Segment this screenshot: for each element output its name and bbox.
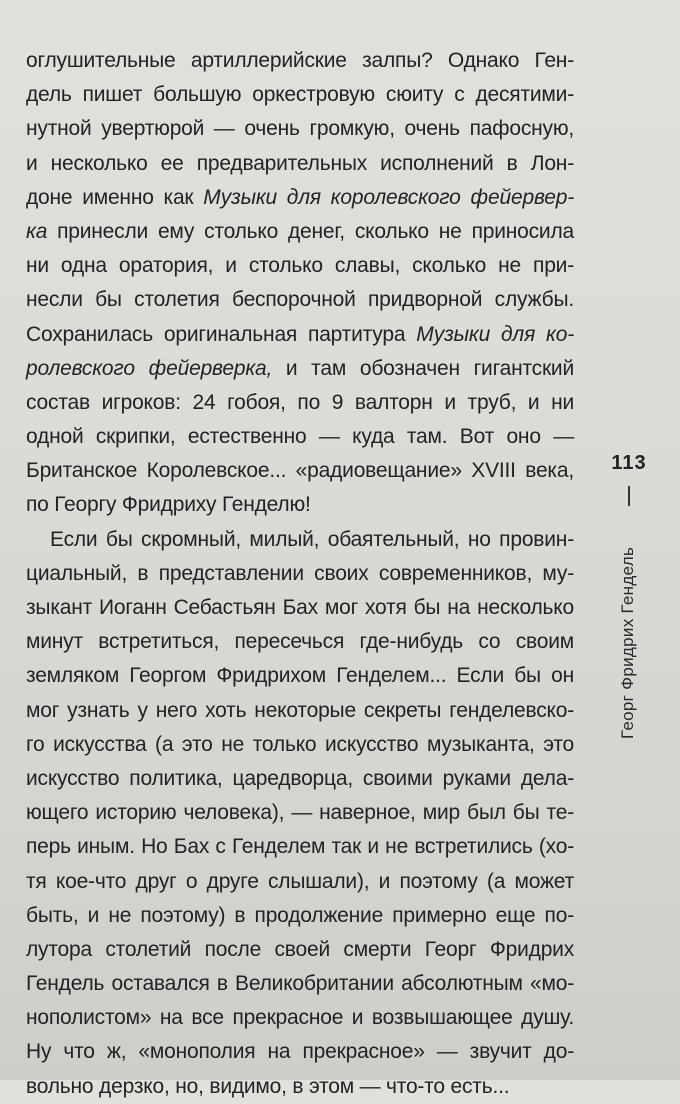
text-line-8: несли бы столетия беспорочной придворной службы.: [26, 288, 574, 312]
text-line-22: искусство политика, царедворца, своими руками дела-: [26, 766, 574, 790]
text-line-6-italic: ка: [26, 219, 48, 243]
text-line-28: Гендель оставался в Великобритании абсолютным «мо-: [26, 972, 574, 996]
text-line-25: тя кое-что друг о друге слышали), и поэтому (а может: [26, 869, 574, 893]
text-line-6: [26, 215, 574, 249]
text-line-1: оглушительные артиллерийские залпы? Однако Ген-: [26, 49, 574, 72]
text-line-14: по Георгу Фридриху Генделю!: [26, 493, 311, 517]
body-text: [26, 44, 574, 1104]
text-line-31: вольно дерзко, но, видимо, в этом — что-то есть...: [26, 1074, 510, 1098]
text-line-5: [26, 181, 574, 215]
text-line-5-italic: Музыки для королевского фейервер-: [203, 185, 574, 209]
text-line-9-roman: Сохранилась оригинальная партитура: [26, 322, 417, 346]
text-line-11: состав игроков: 24 гобоя, по 9 валторн и труб, и ни: [26, 390, 574, 414]
text-line-15: Если бы скромный, милый, обаятельный, но провин-: [50, 527, 574, 551]
text-line-19: земляком Георгом Фридрихом Генделем... Если бы он: [26, 664, 574, 688]
text-line-5-roman: доне именно как: [26, 185, 204, 209]
text-line-2: дель пишет большую оркестровую сюиту с десятими-: [26, 83, 574, 107]
text-line-24: перь иным. Но Бах с Генделем так и не встретились (хо-: [26, 835, 574, 859]
text-line-10-roman: и там обозначен гигантский: [272, 356, 574, 380]
text-line-21: го искусства (а это не только искусство музыканта, это: [26, 732, 574, 756]
text-line-27: лутора столетий после своей смерти Георг Фридрих: [26, 937, 574, 961]
text-line-10-italic: ролевского фейерверка,: [26, 356, 273, 380]
text-line-3: нутной увертюрой — очень громкую, очень пафосную,: [26, 117, 574, 141]
text-line-30: Ну что ж, «монополия на прекрасное» — звучит до-: [26, 1040, 574, 1064]
text-line-4: и несколько ее предварительных исполнений в Лон-: [26, 151, 574, 175]
page-margin-header: [604, 452, 654, 752]
text-line-6-roman: принесли ему столько денег, сколько не приносила: [47, 219, 574, 243]
text-line-23: ющего историю человека), — наверное, мир был бы те-: [26, 801, 574, 825]
text-line-9: [26, 318, 574, 352]
text-line-10: [26, 352, 574, 386]
text-line-9-italic: Музыки для ко-: [416, 322, 574, 346]
text-line-12: одной скрипки, естественно — куда там. Вот оно —: [26, 425, 574, 449]
text-line-13: Британское Королевское... «радиовещание» XVIII века,: [26, 459, 574, 483]
text-line-18: минут встретиться, пересечься где-нибудь со своим: [26, 630, 574, 654]
text-line-29: нополистом» на все прекрасное и возвышающее душу.: [26, 1006, 574, 1030]
text-line-7: ни одна оратория, и столько славы, сколько не при-: [26, 254, 574, 278]
margin-divider: [628, 486, 630, 506]
page-number: 113: [611, 452, 647, 474]
text-line-26: быть, и не поэтому) в продолжение примерно еще по-: [26, 903, 574, 927]
text-line-20: мог узнать у него хоть некоторые секреты генделевско-: [26, 698, 574, 722]
text-line-16: циальный, в представлении своих современников, му-: [26, 561, 574, 585]
text-line-17: зыкант Иоганн Себастьян Бах мог хотя бы на несколько: [26, 596, 574, 619]
running-head: Георг Фридрих Гендель: [618, 546, 637, 739]
